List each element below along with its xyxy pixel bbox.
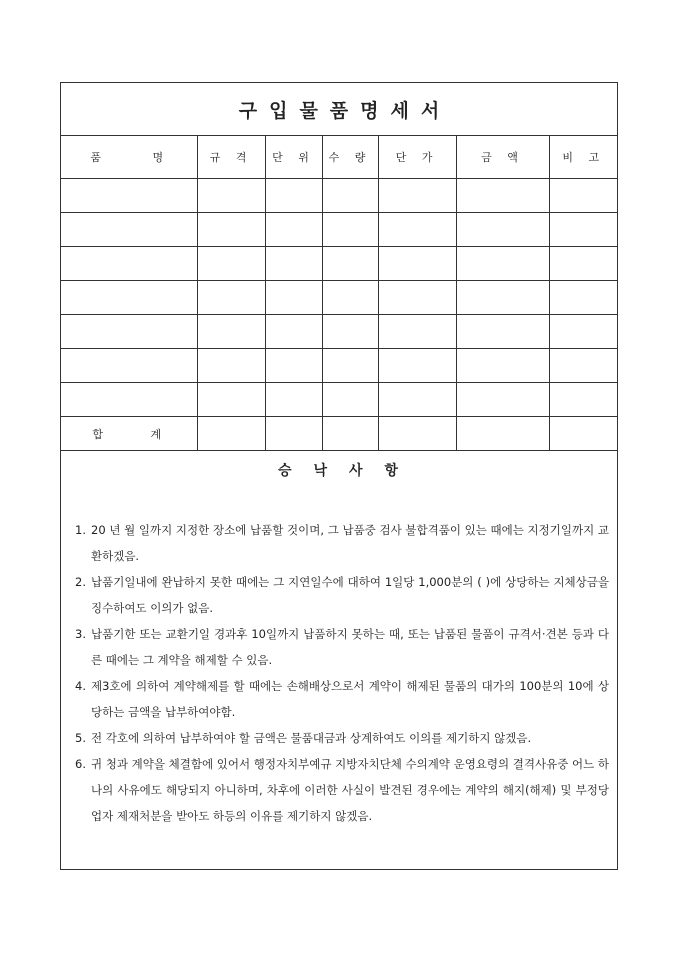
- term-item: [75, 621, 609, 673]
- cell[interactable]: [265, 179, 322, 213]
- term-text: 전 각호에 의하여 납부하여야 할 금액은 물품대금과 상계하여도 이의를 제기하지 않겠음.: [91, 731, 532, 745]
- cell[interactable]: [322, 417, 378, 451]
- table-row: [61, 247, 618, 281]
- cell[interactable]: [61, 247, 197, 281]
- cell[interactable]: [378, 417, 456, 451]
- sum-row: [61, 417, 618, 451]
- header-amount: 금 액: [456, 136, 549, 179]
- cell[interactable]: [197, 247, 265, 281]
- cell[interactable]: [197, 383, 265, 417]
- header-quantity: 수 량: [322, 136, 378, 179]
- cell[interactable]: [549, 383, 618, 417]
- cell[interactable]: [456, 349, 549, 383]
- cell[interactable]: [549, 247, 618, 281]
- form-frame: [60, 82, 618, 870]
- cell[interactable]: [197, 281, 265, 315]
- cell[interactable]: [378, 179, 456, 213]
- cell[interactable]: [322, 383, 378, 417]
- cell[interactable]: [61, 213, 197, 247]
- cell[interactable]: [61, 349, 197, 383]
- header-unit: 단 위: [265, 136, 322, 179]
- cell[interactable]: [197, 213, 265, 247]
- cell[interactable]: [265, 315, 322, 349]
- cell[interactable]: [378, 247, 456, 281]
- term-text: 귀 청과 계약을 체결함에 있어서 행정자치부예규 지방자치단체 수의계약 운영요령의 결격사유중 어느 하나의 사유에도 해당되지 아니하며, 차후에 이러한 사실이 발견된 경우에는 계약의 해지(해제) 및 부정당업자 제재처분을 받아도 하등의 이유를 제기하지 않겠음.: [91, 757, 609, 823]
- table-row: [61, 349, 618, 383]
- cell[interactable]: [456, 417, 549, 451]
- cell[interactable]: [322, 213, 378, 247]
- term-number: 1.: [75, 523, 86, 537]
- cell[interactable]: [456, 281, 549, 315]
- term-item: [75, 673, 609, 725]
- document-title: 구입물품명세서: [61, 83, 617, 136]
- items-table: [61, 136, 618, 451]
- cell[interactable]: [61, 315, 197, 349]
- cell[interactable]: [322, 349, 378, 383]
- table-row: [61, 179, 618, 213]
- term-text: 납품기한 또는 교환기일 경과후 10일까지 납품하지 못하는 때, 또는 납품된 물품이 규격서·견본 등과 다른 때에는 그 계약을 해제할 수 있음.: [91, 627, 609, 667]
- cell[interactable]: [378, 315, 456, 349]
- table-row: [61, 383, 618, 417]
- term-number: 4.: [75, 679, 86, 693]
- table-row: [61, 281, 618, 315]
- cell[interactable]: [549, 417, 618, 451]
- cell[interactable]: [456, 383, 549, 417]
- term-item: [75, 517, 609, 569]
- terms-title: 승낙사항: [277, 463, 421, 479]
- cell[interactable]: [549, 315, 618, 349]
- cell[interactable]: [378, 281, 456, 315]
- cell[interactable]: [456, 179, 549, 213]
- header-item-name: 품 명: [61, 136, 197, 179]
- cell[interactable]: [61, 281, 197, 315]
- term-number: 3.: [75, 627, 86, 641]
- term-number: 6.: [75, 757, 86, 771]
- cell[interactable]: [549, 349, 618, 383]
- cell[interactable]: [378, 213, 456, 247]
- cell[interactable]: [456, 315, 549, 349]
- cell[interactable]: [322, 281, 378, 315]
- cell[interactable]: [549, 213, 618, 247]
- cell[interactable]: [61, 179, 197, 213]
- cell[interactable]: [265, 349, 322, 383]
- term-number: 5.: [75, 731, 86, 745]
- cell[interactable]: [265, 213, 322, 247]
- cell[interactable]: [456, 213, 549, 247]
- cell[interactable]: [322, 179, 378, 213]
- header-spec: 규 격: [197, 136, 265, 179]
- term-text: 20 년 월 일까지 지정한 장소에 납품할 것이며, 그 납품중 검사 불합격품이 있는 때에는 지정기일까지 교환하겠음.: [91, 523, 609, 563]
- term-text: 납품기일내에 완납하지 못한 때에는 그 지연일수에 대하여 1일당 1,000분의 ( )에 상당하는 지체상금을 징수하여도 이의가 없음.: [91, 575, 609, 615]
- term-item: [75, 725, 609, 751]
- cell[interactable]: [197, 315, 265, 349]
- term-item: [75, 569, 609, 621]
- cell[interactable]: [265, 281, 322, 315]
- cell[interactable]: [265, 417, 322, 451]
- table-row: [61, 315, 618, 349]
- cell[interactable]: [378, 349, 456, 383]
- table-row: [61, 213, 618, 247]
- cell[interactable]: [197, 417, 265, 451]
- cell[interactable]: [378, 383, 456, 417]
- terms-list: [75, 517, 609, 829]
- cell[interactable]: [549, 179, 618, 213]
- term-number: 2.: [75, 575, 86, 589]
- header-unit-price: 단 가: [378, 136, 456, 179]
- header-remarks: 비 고: [549, 136, 618, 179]
- table-header-row: [61, 136, 618, 179]
- cell[interactable]: [322, 315, 378, 349]
- sum-label: 합 계: [61, 417, 197, 451]
- cell[interactable]: [197, 349, 265, 383]
- cell[interactable]: [265, 383, 322, 417]
- cell[interactable]: [322, 247, 378, 281]
- term-item: [75, 751, 609, 829]
- cell[interactable]: [265, 247, 322, 281]
- cell[interactable]: [549, 281, 618, 315]
- cell[interactable]: [61, 383, 197, 417]
- cell[interactable]: [456, 247, 549, 281]
- cell[interactable]: [197, 179, 265, 213]
- term-text: 제3호에 의하여 계약해제를 할 때에는 손해배상으로서 계약이 해제된 물품의 대가의 100분의 10에 상당하는 금액을 납부하여야함.: [91, 679, 609, 719]
